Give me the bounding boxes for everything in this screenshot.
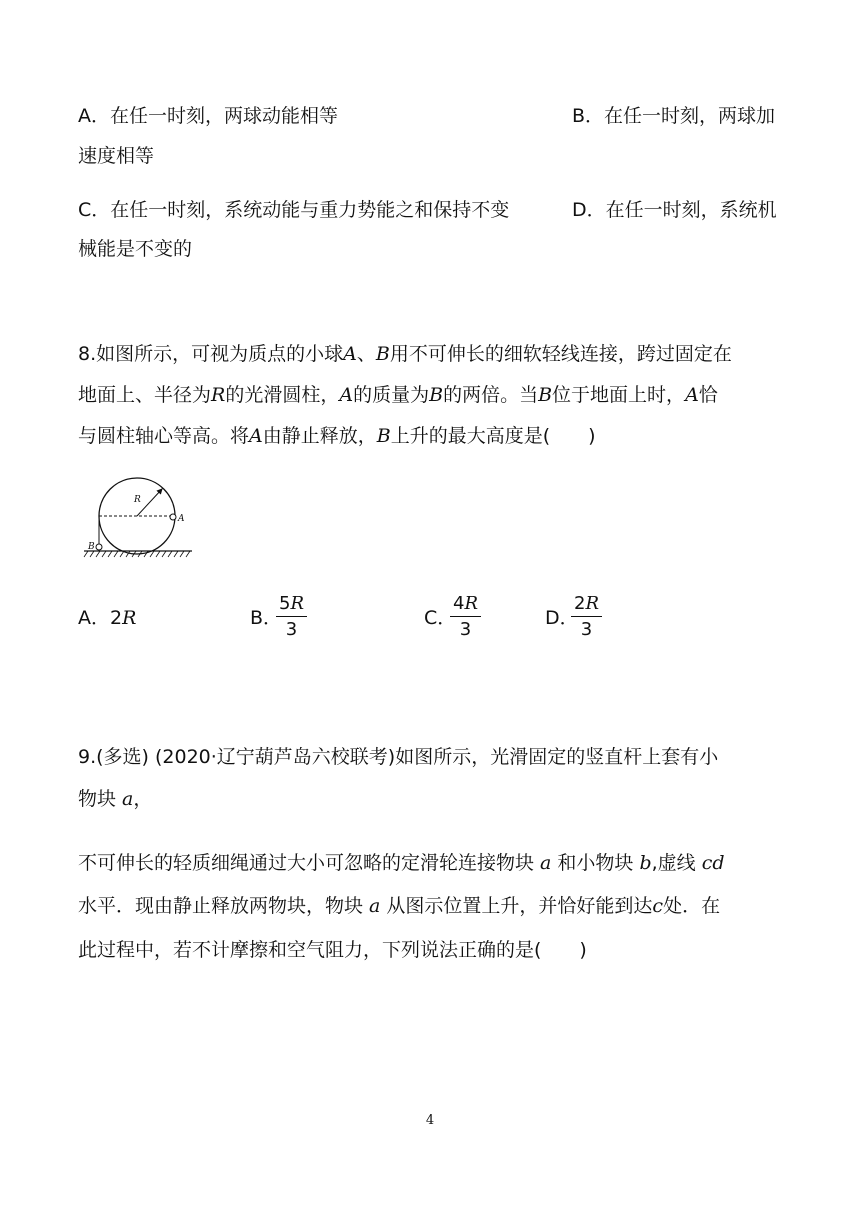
q8-option-b-fraction: $\frac{5R}{3}$ [276,594,307,640]
q9-line-1: 9.(多选) (2020·辽宁葫芦岛六校联考)如图所示，光滑固定的竖直杆上套有小 [78,746,719,768]
ball-a [170,514,176,520]
q8-option-c-fraction: $\frac{4R}{3}$ [450,594,481,640]
q7-option-c: C．在任一时刻，系统动能与重力势能之和保持不变 [78,199,510,221]
ball-b [96,544,102,550]
q8-figure-cylinder [78,476,198,560]
q8-line-3: 与圆柱轴心等高。将A由静止释放，B上升的最大高度是( ) [78,425,596,447]
q7-option-a: A．在任一时刻，两球动能相等 [78,105,338,127]
q8-option-c-prefix: C． [424,607,457,629]
q8-option-b-prefix: B． [250,607,283,629]
q7-option-d: D．在任一时刻，系统机 [572,199,777,221]
q7-option-b-cont: 速度相等 [78,145,155,167]
q9-line-5: 此过程中，若不计摩擦和空气阻力，下列说法正确的是( ) [78,939,587,961]
q9-line-2: 物块 a， [78,788,153,810]
q7-option-d-cont: 械能是不变的 [78,238,193,260]
label-a: A [178,514,185,524]
q8-option-a: A．2R [78,607,137,629]
label-r: R [134,495,141,505]
q8-line-2: 地面上、半径为R的光滑圆柱，A的质量为B的两倍。当B位于地面上时，A恰 [78,384,718,406]
q9-line-3: 不可伸长的轻质细绳通过大小可忽略的定滑轮连接物块 a 和小物块 b,虚线 cd [78,852,725,874]
page-number: 4 [425,1113,435,1128]
q9-line-4: 水平．现由静止释放两物块，物块 a 从图示位置上升，并恰好能到达c处．在 [78,895,721,917]
q8-option-d-fraction: $\frac{2R}{3}$ [571,594,602,640]
q7-option-b: B．在任一时刻，两球加 [572,105,776,127]
q8-line-1: 8.如图所示，可视为质点的小球A、B用不可伸长的细软轻线连接，跨过固定在 [78,343,732,365]
label-b: B [88,542,95,552]
q8-option-d-prefix: D． [545,607,579,629]
